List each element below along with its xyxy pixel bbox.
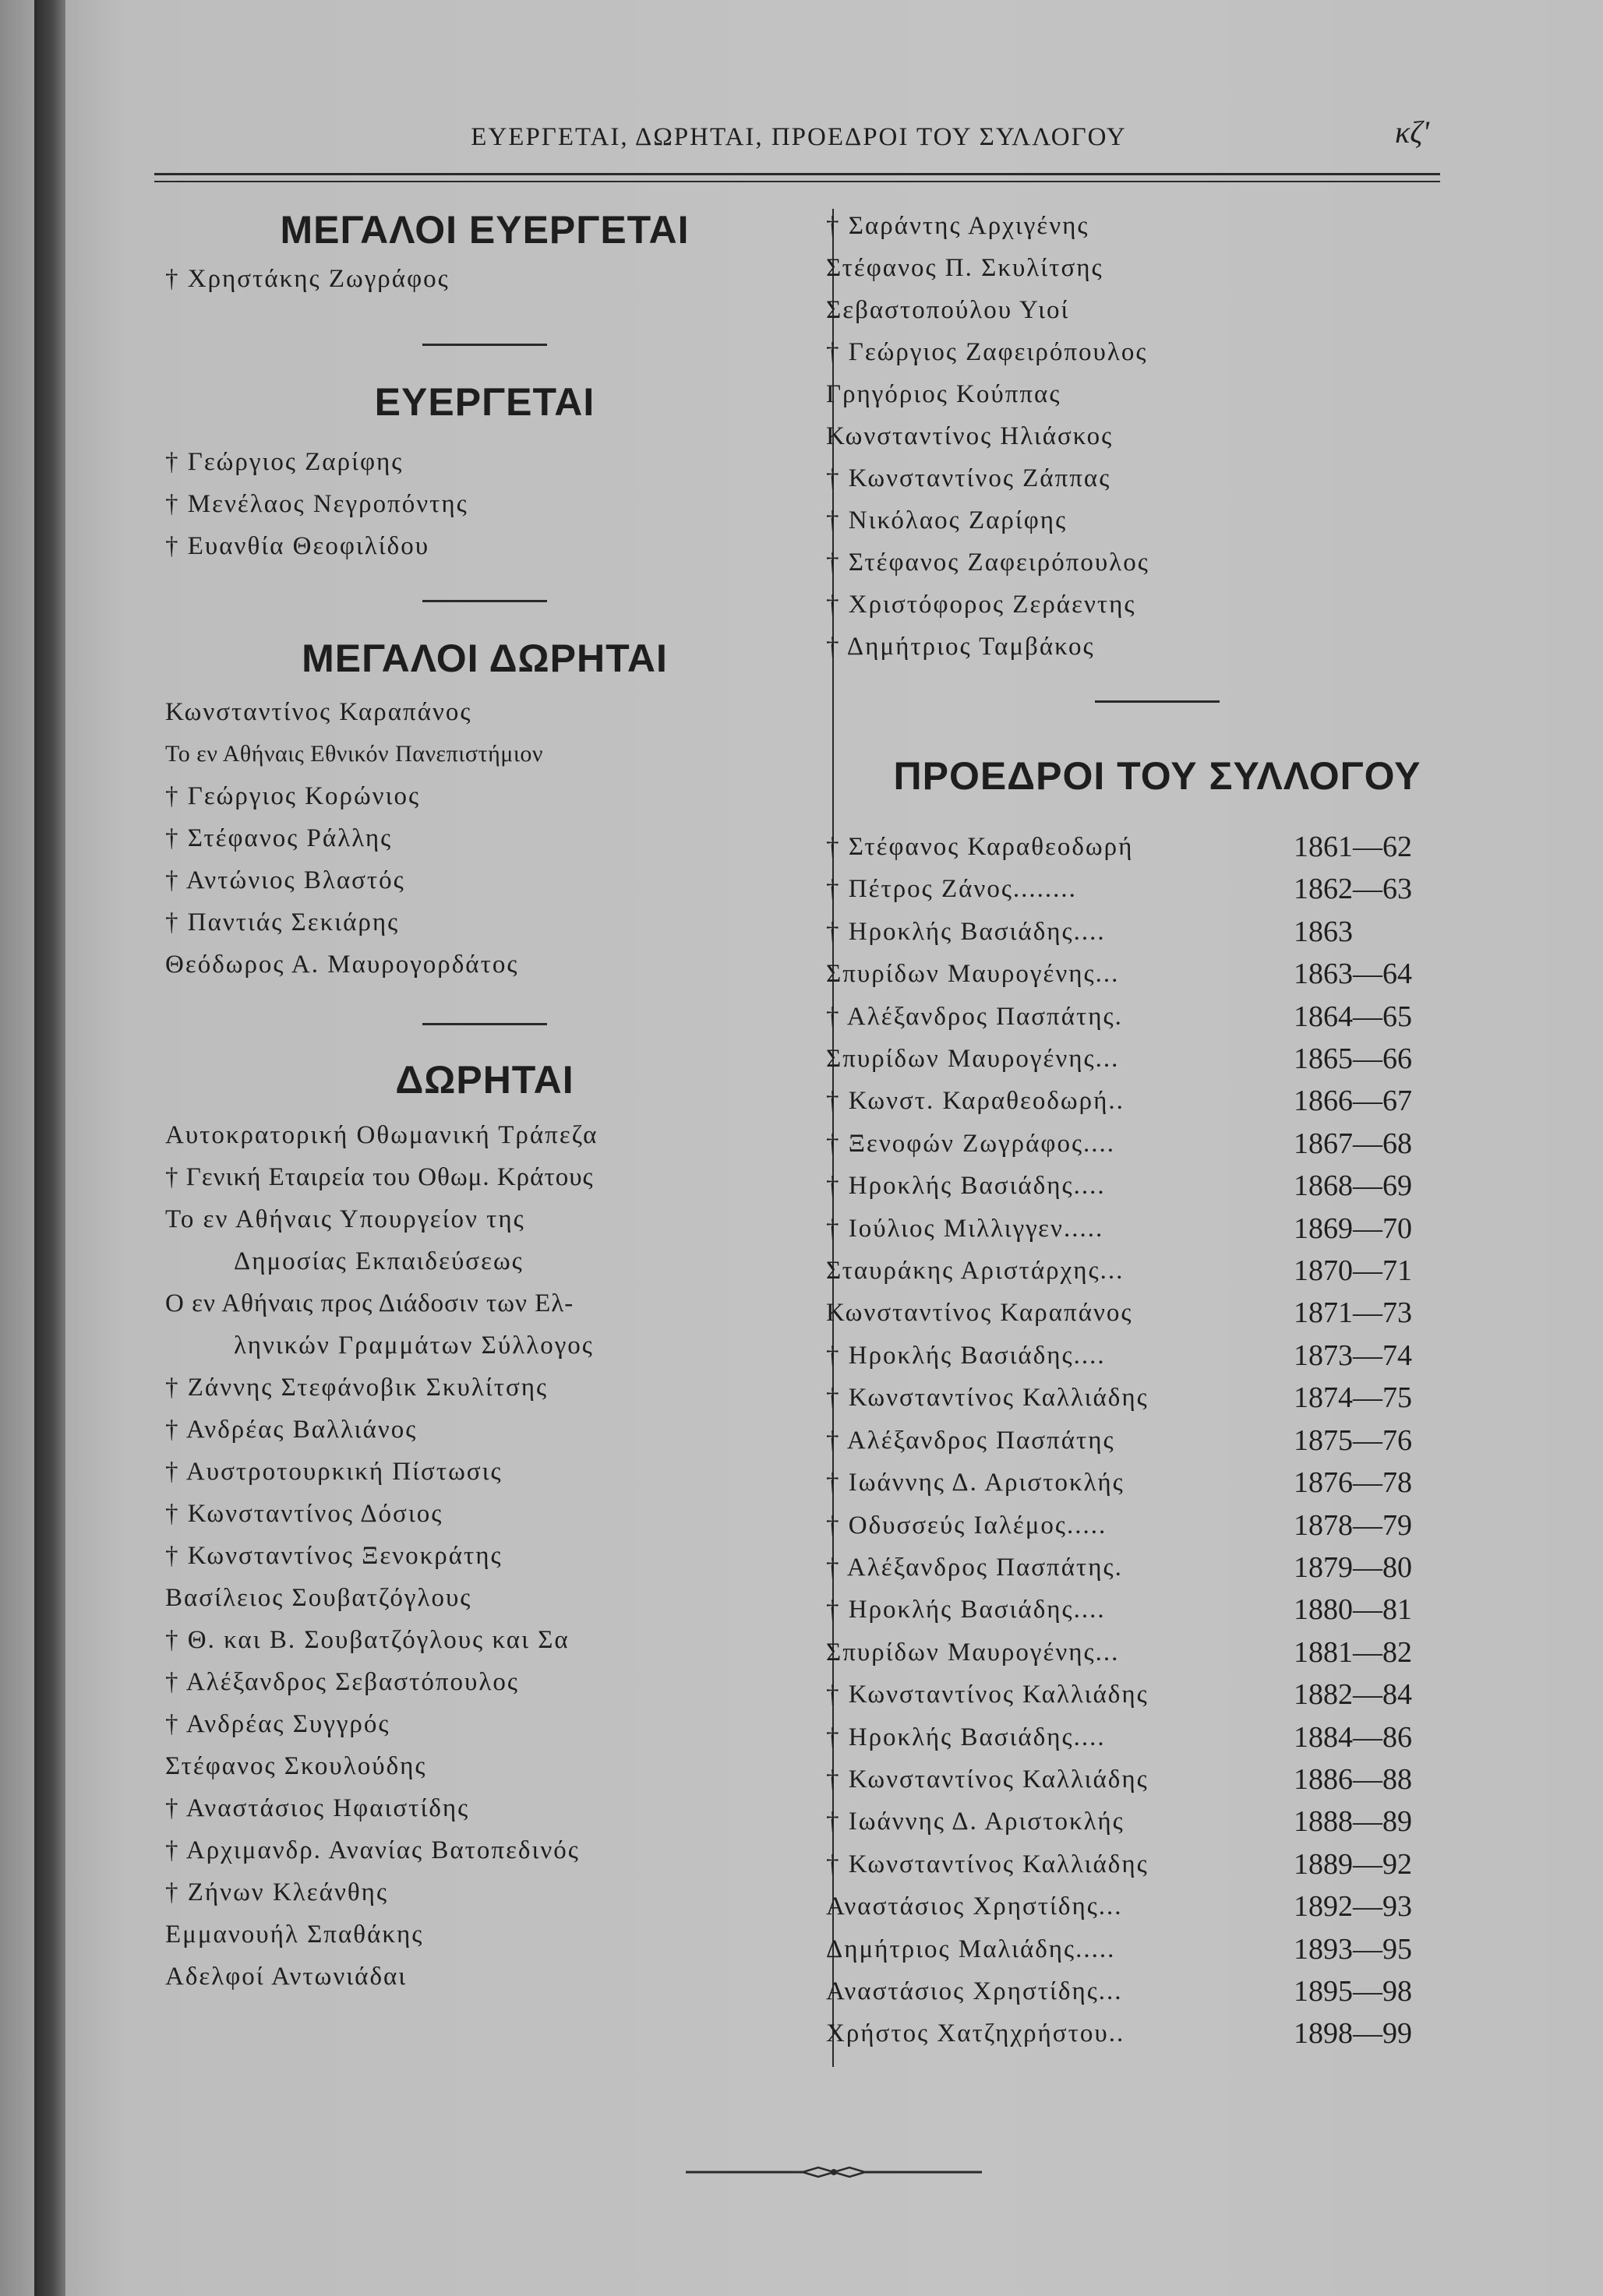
section-separator	[422, 1023, 547, 1025]
list-item: Θεόδωρος Α. Μαυρογορδάτος	[165, 950, 519, 979]
list-item: † Κωνσταντίνος Δόσιος	[165, 1500, 443, 1528]
president-name: † Ηροκλής Βασιάδης....	[826, 1596, 1106, 1624]
megaloi-euergetai-list	[165, 258, 804, 300]
section-separator	[1095, 700, 1220, 703]
header-rule-thin	[154, 181, 1440, 182]
president-years: 1863—64	[1294, 958, 1412, 991]
table-row	[826, 1292, 1488, 1334]
president-name: Αναστάσιος Χρηστίδης...	[826, 1892, 1123, 1921]
president-name: † Ηροκλής Βασιάδης....	[826, 1172, 1106, 1201]
president-years: 1874—75	[1294, 1381, 1412, 1415]
section-title-proedroi: ΠΡΟΕΔΡΟΙ ΤΟΥ ΣΥΛΛΟΓΟΥ	[893, 754, 1421, 798]
president-name: Σταυράκης Αριστάρχης...	[826, 1257, 1125, 1286]
list-item: † Χριστόφορος Ζεράεντης	[826, 591, 1136, 619]
president-years: 1886—88	[1294, 1762, 1412, 1796]
president-name: † Ηροκλής Βασιάδης....	[826, 917, 1106, 946]
president-years: 1876—78	[1294, 1466, 1412, 1500]
president-years: 1867—68	[1294, 1127, 1412, 1160]
table-row	[826, 1885, 1488, 1927]
president-name: † Ηροκλής Βασιάδης....	[826, 1341, 1106, 1370]
list-item: † Αντώνιος Βλαστός	[165, 866, 405, 894]
president-years: 1879—80	[1294, 1550, 1412, 1584]
president-name: Χρήστος Χατζηχρήστου..	[826, 2019, 1125, 2048]
president-name: † Στέφανος Καραθεοδωρή	[826, 833, 1134, 861]
megaloi-dorhtai-list	[165, 691, 804, 986]
list-item: † Ζήνων Κλεάνθης	[165, 1878, 389, 1906]
table-row	[826, 868, 1488, 910]
table-row	[826, 911, 1488, 953]
president-name: † Ιωάννης Δ. Αριστοκλής	[826, 1469, 1125, 1497]
list-item: † Χρηστάκης Ζωγράφος	[165, 265, 450, 293]
table-row	[826, 1843, 1488, 1885]
president-years: 1873—74	[1294, 1338, 1412, 1372]
president-years: 1898—99	[1294, 2017, 1412, 2051]
list-item: † Γενική Εταιρεία του Οθωμ. Κράτους	[165, 1163, 594, 1191]
ornament-divider	[686, 2164, 982, 2180]
president-name: † Κωνσταντίνος Καλλιάδης	[826, 1765, 1149, 1793]
list-item: † Γεώργιος Ζαφειρόπουλος	[826, 338, 1148, 366]
list-item: † Ανδρέας Συγγρός	[165, 1710, 390, 1738]
list-item: † Ζάννης Στεφάνοβικ Σκυλίτσης	[165, 1374, 549, 1402]
table-row	[826, 826, 1488, 868]
table-row	[826, 1165, 1488, 1207]
president-years: 1895—98	[1294, 1974, 1412, 2008]
book-spine-shadow	[34, 0, 65, 2296]
list-item: Το εν Αθήναις Εθνικόν Πανεπιστήμιον	[165, 741, 543, 767]
president-years: 1863	[1294, 915, 1353, 948]
table-row	[826, 1547, 1488, 1589]
list-item: Κωνσταντίνος Καραπάνος	[165, 698, 472, 726]
section-title-dorhtai: ΔΩΡΗΤΑΙ	[395, 1058, 574, 1102]
president-name: † Ξενοφών Ζωγράφος....	[826, 1129, 1116, 1158]
page-number: κζ'	[1395, 115, 1429, 150]
header-rule	[154, 173, 1440, 175]
list-item: Γρηγόριος Κούππας	[826, 380, 1061, 408]
president-name: † Πέτρος Ζάνος........	[826, 875, 1077, 904]
table-row	[826, 1674, 1488, 1716]
list-item: Αδελφοί Αντωνιάδαι	[165, 1963, 408, 1991]
president-years: 1893—95	[1294, 1932, 1412, 1966]
table-row	[826, 1462, 1488, 1504]
table-row	[826, 1250, 1488, 1292]
president-name: Σπυρίδων Μαυρογένης...	[826, 1045, 1120, 1074]
right-column	[826, 206, 1488, 2055]
president-name: Σπυρίδων Μαυρογένης...	[826, 1638, 1120, 1666]
president-name: † Αλέξανδρος Πασπάτης.	[826, 1553, 1123, 1582]
list-item: † Αλέξανδρος Σεβαστόπουλος	[165, 1668, 519, 1696]
list-item: † Αυστροτουρκική Πίστωσις	[165, 1458, 503, 1486]
list-item: † Δημήτριος Ταμβάκος	[826, 633, 1095, 661]
table-row	[826, 1716, 1488, 1758]
list-item: † Κωνσταντίνος Ζάππας	[826, 464, 1111, 492]
table-row	[826, 1928, 1488, 1970]
table-row	[826, 1589, 1488, 1631]
table-row	[826, 1631, 1488, 1674]
president-years: 1892—93	[1294, 1890, 1412, 1924]
president-name: † Ηροκλής Βασιάδης....	[826, 1723, 1106, 1751]
list-item: † Θ. και Β. Σουβατζόγλους και Σα	[165, 1626, 570, 1654]
president-years: 1870—71	[1294, 1254, 1412, 1288]
president-name: † Αλέξανδρος Πασπάτης.	[826, 1002, 1123, 1031]
section-title-megaloi-euergetai: ΜΕΓΑΛΟΙ ΕΥΕΡΓΕΤΑΙ	[280, 208, 690, 252]
president-years: 1884—86	[1294, 1720, 1412, 1754]
left-column	[165, 206, 804, 1998]
president-name: † Κωνσταντίνος Καλλιάδης	[826, 1681, 1149, 1709]
table-row	[826, 2012, 1488, 2054]
list-item: Στέφανος Π. Σκυλίτσης	[826, 254, 1103, 282]
table-row	[826, 1758, 1488, 1800]
running-header: ΕΥΕΡΓΕΤΑΙ, ΔΩΡΗΤΑΙ, ΠΡΟΕΔΡΟΙ ΤΟΥ ΣΥΛΛΟΓΟΥ	[471, 123, 1127, 151]
president-name: † Αλέξανδρος Πασπάτης	[826, 1426, 1115, 1455]
list-item: † Ανδρέας Βαλλιάνος	[165, 1416, 418, 1444]
list-item: † Στέφανος Ράλλης	[165, 824, 393, 852]
list-item: Σεβαστοπούλου Υιοί	[826, 296, 1070, 324]
dorhtai-continued-list	[826, 205, 1488, 668]
president-years: 1880—81	[1294, 1593, 1412, 1627]
president-years: 1875—76	[1294, 1423, 1412, 1457]
president-years: 1889—92	[1294, 1847, 1412, 1881]
president-name: † Οδυσσεύς Ιαλέμος.....	[826, 1511, 1107, 1539]
president-years: 1888—89	[1294, 1805, 1412, 1839]
president-years: 1865—66	[1294, 1042, 1412, 1076]
list-item: † Γεώργιος Κορώνιος	[165, 782, 421, 810]
section-title-megaloi-dorhtai: ΜΕΓΑΛΟΙ ΔΩΡΗΤΑΙ	[302, 637, 668, 680]
list-item: Εμμανουήλ Σπαθάκης	[165, 1920, 424, 1949]
list-item: † Ευανθία Θεοφιλίδου	[165, 532, 430, 560]
list-item: † Γεώργιος Ζαρίφης	[165, 448, 404, 476]
list-item: † Παντιάς Σεκιάρης	[165, 908, 400, 936]
list-item: Στέφανος Σκουλούδης	[165, 1752, 427, 1780]
president-name: † Κωνσταντίνος Καλλιάδης	[826, 1384, 1149, 1413]
table-row	[826, 1800, 1488, 1843]
dorhtai-list	[165, 1114, 804, 1998]
table-row	[826, 1123, 1488, 1165]
president-years: 1869—70	[1294, 1211, 1412, 1245]
president-years: 1882—84	[1294, 1678, 1412, 1712]
president-years: 1868—69	[1294, 1169, 1412, 1203]
president-years: 1866—67	[1294, 1085, 1412, 1118]
list-item: † Αρχιμανδρ. Ανανίας Βατοπεδινός	[165, 1836, 580, 1864]
table-row	[826, 1038, 1488, 1080]
euergetai-list	[165, 441, 804, 567]
president-name: † Ιούλιος Μιλλιγγεν.....	[826, 1214, 1104, 1243]
president-name: Αναστάσιος Χρηστίδης...	[826, 1977, 1123, 2005]
section-title-euergetai: ΕΥΕΡΓΕΤΑΙ	[374, 380, 595, 424]
list-item: † Αναστάσιος Ηφαιστίδης	[165, 1794, 470, 1822]
list-item: Ο εν Αθήναις προς Διάδοσιν των Ελ-	[165, 1289, 574, 1317]
list-item: † Κωνσταντίνος Ξενοκράτης	[165, 1542, 503, 1570]
table-row	[826, 1335, 1488, 1377]
table-row	[826, 996, 1488, 1038]
president-name: Σπυρίδων Μαυρογένης...	[826, 960, 1120, 989]
president-years: 1871—73	[1294, 1296, 1412, 1330]
president-name: † Κωνστ. Καραθεοδωρή..	[826, 1087, 1125, 1116]
table-row	[826, 1377, 1488, 1419]
presidents-table	[826, 826, 1488, 2055]
section-separator	[422, 344, 547, 346]
table-row	[826, 1208, 1488, 1250]
president-name: Κωνσταντίνος Καραπάνος	[826, 1299, 1133, 1328]
list-item: † Στέφανος Ζαφειρόπουλος	[826, 548, 1149, 577]
section-separator	[422, 600, 547, 602]
list-item: Κωνσταντίνος Ηλιάσκος	[826, 422, 1114, 450]
president-name: † Ιωάννης Δ. Αριστοκλής	[826, 1808, 1125, 1836]
president-years: 1881—82	[1294, 1635, 1412, 1669]
table-row	[826, 1970, 1488, 2012]
list-item: † Νικόλαος Ζαρίφης	[826, 506, 1068, 534]
list-item: Δημοσίας Εκπαιδεύσεως	[234, 1247, 524, 1275]
table-row	[826, 1080, 1488, 1122]
list-item: † Μενέλαος Νεγροπόντης	[165, 490, 468, 518]
table-row	[826, 1420, 1488, 1462]
president-years: 1862—63	[1294, 873, 1412, 906]
list-item: Το εν Αθήναις Υπουργείον της	[165, 1205, 525, 1233]
president-years: 1864—65	[1294, 1000, 1412, 1033]
president-name: Δημήτριος Μαλιάδης.....	[826, 1934, 1116, 1963]
list-item: Αυτοκρατορική Οθωμανική Τράπεζα	[165, 1121, 598, 1149]
list-item: † Σαράντης Αρχιγένης	[826, 212, 1089, 240]
list-item: Βασίλειος Σουβατζόγλους	[165, 1584, 472, 1612]
table-row	[826, 1504, 1488, 1547]
president-name: † Κωνσταντίνος Καλλιάδης	[826, 1850, 1149, 1878]
president-years: 1878—79	[1294, 1508, 1412, 1542]
list-item: ληνικών Γραμμάτων Σύλλογος	[234, 1331, 594, 1360]
president-years: 1861—62	[1294, 831, 1412, 863]
table-row	[826, 953, 1488, 995]
